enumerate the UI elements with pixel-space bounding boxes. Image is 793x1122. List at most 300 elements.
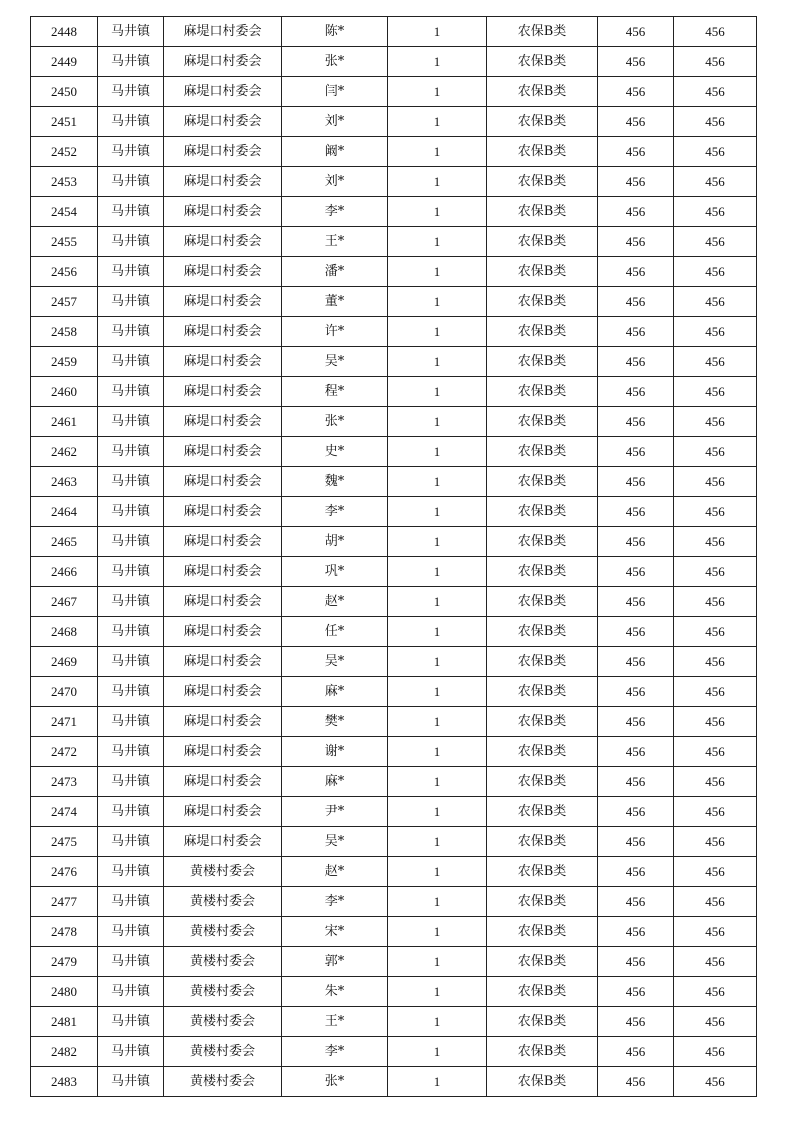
cell-amount-total: 456 <box>674 677 757 707</box>
cell-count: 1 <box>388 437 487 467</box>
cell-person-name: 李* <box>282 497 388 527</box>
cell-amount-total: 456 <box>674 557 757 587</box>
cell-count: 1 <box>388 47 487 77</box>
cell-village-committee: 麻堤口村委会 <box>164 107 282 137</box>
cell-count: 1 <box>388 677 487 707</box>
cell-count: 1 <box>388 287 487 317</box>
cell-count: 1 <box>388 137 487 167</box>
cell-count: 1 <box>388 857 487 887</box>
cell-category: 农保B类 <box>487 257 598 287</box>
cell-amount-total: 456 <box>674 1037 757 1067</box>
cell-count: 1 <box>388 917 487 947</box>
cell-serial-number: 2453 <box>31 167 98 197</box>
cell-town: 马井镇 <box>98 557 164 587</box>
cell-village-committee: 麻堤口村委会 <box>164 587 282 617</box>
cell-village-committee: 麻堤口村委会 <box>164 47 282 77</box>
cell-village-committee: 麻堤口村委会 <box>164 617 282 647</box>
cell-amount-total: 456 <box>674 227 757 257</box>
cell-count: 1 <box>388 767 487 797</box>
table-row <box>31 707 757 737</box>
cell-amount-total: 456 <box>674 1067 757 1097</box>
cell-serial-number: 2477 <box>31 887 98 917</box>
table-row <box>31 1067 757 1097</box>
cell-village-committee: 黄楼村委会 <box>164 857 282 887</box>
cell-category: 农保B类 <box>487 317 598 347</box>
table-row <box>31 137 757 167</box>
cell-amount: 456 <box>598 1067 674 1097</box>
cell-town: 马井镇 <box>98 257 164 287</box>
cell-amount-total: 456 <box>674 347 757 377</box>
cell-serial-number: 2475 <box>31 827 98 857</box>
table-row <box>31 827 757 857</box>
cell-count: 1 <box>388 647 487 677</box>
cell-town: 马井镇 <box>98 647 164 677</box>
cell-serial-number: 2482 <box>31 1037 98 1067</box>
cell-amount: 456 <box>598 557 674 587</box>
cell-count: 1 <box>388 257 487 287</box>
cell-category: 农保B类 <box>487 677 598 707</box>
cell-count: 1 <box>388 197 487 227</box>
cell-amount-total: 456 <box>674 797 757 827</box>
cell-person-name: 麻* <box>282 767 388 797</box>
cell-amount-total: 456 <box>674 167 757 197</box>
cell-village-committee: 黄楼村委会 <box>164 1067 282 1097</box>
cell-category: 农保B类 <box>487 767 598 797</box>
cell-person-name: 朱* <box>282 977 388 1007</box>
cell-count: 1 <box>388 77 487 107</box>
cell-amount: 456 <box>598 827 674 857</box>
cell-amount-total: 456 <box>674 47 757 77</box>
cell-amount: 456 <box>598 707 674 737</box>
cell-amount-total: 456 <box>674 377 757 407</box>
cell-town: 马井镇 <box>98 1007 164 1037</box>
cell-village-committee: 麻堤口村委会 <box>164 227 282 257</box>
cell-amount-total: 456 <box>674 977 757 1007</box>
cell-town: 马井镇 <box>98 167 164 197</box>
cell-person-name: 王* <box>282 1007 388 1037</box>
cell-serial-number: 2480 <box>31 977 98 1007</box>
cell-amount: 456 <box>598 947 674 977</box>
cell-town: 马井镇 <box>98 287 164 317</box>
cell-village-committee: 黄楼村委会 <box>164 917 282 947</box>
cell-amount: 456 <box>598 407 674 437</box>
cell-category: 农保B类 <box>487 17 598 47</box>
cell-amount: 456 <box>598 1037 674 1067</box>
cell-count: 1 <box>388 1067 487 1097</box>
cell-category: 农保B类 <box>487 797 598 827</box>
cell-category: 农保B类 <box>487 77 598 107</box>
cell-town: 马井镇 <box>98 437 164 467</box>
cell-person-name: 刘* <box>282 167 388 197</box>
cell-count: 1 <box>388 377 487 407</box>
cell-person-name: 郭* <box>282 947 388 977</box>
cell-amount-total: 456 <box>674 527 757 557</box>
cell-person-name: 吴* <box>282 347 388 377</box>
cell-serial-number: 2466 <box>31 557 98 587</box>
cell-amount: 456 <box>598 347 674 377</box>
cell-count: 1 <box>388 617 487 647</box>
cell-amount: 456 <box>598 77 674 107</box>
cell-count: 1 <box>388 557 487 587</box>
cell-serial-number: 2458 <box>31 317 98 347</box>
cell-village-committee: 麻堤口村委会 <box>164 677 282 707</box>
cell-category: 农保B类 <box>487 527 598 557</box>
cell-person-name: 谢* <box>282 737 388 767</box>
cell-category: 农保B类 <box>487 227 598 257</box>
cell-amount-total: 456 <box>674 1007 757 1037</box>
cell-person-name: 张* <box>282 407 388 437</box>
cell-amount-total: 456 <box>674 617 757 647</box>
cell-category: 农保B类 <box>487 737 598 767</box>
cell-village-committee: 麻堤口村委会 <box>164 77 282 107</box>
cell-count: 1 <box>388 167 487 197</box>
table-row <box>31 257 757 287</box>
cell-category: 农保B类 <box>487 557 598 587</box>
document-page <box>30 16 756 1097</box>
cell-village-committee: 黄楼村委会 <box>164 977 282 1007</box>
cell-serial-number: 2460 <box>31 377 98 407</box>
table-row <box>31 197 757 227</box>
cell-amount: 456 <box>598 587 674 617</box>
cell-town: 马井镇 <box>98 17 164 47</box>
cell-village-committee: 麻堤口村委会 <box>164 797 282 827</box>
cell-town: 马井镇 <box>98 587 164 617</box>
cell-category: 农保B类 <box>487 947 598 977</box>
cell-count: 1 <box>388 347 487 377</box>
cell-person-name: 魏* <box>282 467 388 497</box>
cell-count: 1 <box>388 407 487 437</box>
table-row <box>31 227 757 257</box>
table-row <box>31 797 757 827</box>
cell-category: 农保B类 <box>487 407 598 437</box>
cell-amount: 456 <box>598 767 674 797</box>
cell-amount-total: 456 <box>674 77 757 107</box>
cell-amount: 456 <box>598 497 674 527</box>
cell-serial-number: 2481 <box>31 1007 98 1037</box>
table-row <box>31 287 757 317</box>
cell-village-committee: 麻堤口村委会 <box>164 257 282 287</box>
cell-person-name: 胡* <box>282 527 388 557</box>
cell-category: 农保B类 <box>487 437 598 467</box>
cell-amount-total: 456 <box>674 737 757 767</box>
cell-village-committee: 麻堤口村委会 <box>164 347 282 377</box>
table-body <box>31 17 757 1097</box>
cell-serial-number: 2478 <box>31 917 98 947</box>
cell-category: 农保B类 <box>487 977 598 1007</box>
cell-serial-number: 2462 <box>31 437 98 467</box>
cell-town: 马井镇 <box>98 887 164 917</box>
table-row <box>31 377 757 407</box>
cell-serial-number: 2469 <box>31 647 98 677</box>
cell-count: 1 <box>388 977 487 1007</box>
table-row <box>31 167 757 197</box>
cell-village-committee: 黄楼村委会 <box>164 887 282 917</box>
cell-serial-number: 2463 <box>31 467 98 497</box>
cell-count: 1 <box>388 467 487 497</box>
cell-person-name: 史* <box>282 437 388 467</box>
cell-serial-number: 2451 <box>31 107 98 137</box>
cell-serial-number: 2455 <box>31 227 98 257</box>
cell-amount-total: 456 <box>674 587 757 617</box>
table-row <box>31 557 757 587</box>
cell-person-name: 许* <box>282 317 388 347</box>
cell-village-committee: 麻堤口村委会 <box>164 557 282 587</box>
cell-amount-total: 456 <box>674 137 757 167</box>
cell-village-committee: 麻堤口村委会 <box>164 377 282 407</box>
cell-serial-number: 2474 <box>31 797 98 827</box>
cell-count: 1 <box>388 737 487 767</box>
cell-category: 农保B类 <box>487 287 598 317</box>
cell-amount-total: 456 <box>674 437 757 467</box>
cell-count: 1 <box>388 497 487 527</box>
cell-town: 马井镇 <box>98 947 164 977</box>
cell-person-name: 阚* <box>282 137 388 167</box>
cell-category: 农保B类 <box>487 887 598 917</box>
table-row <box>31 617 757 647</box>
cell-amount-total: 456 <box>674 707 757 737</box>
cell-amount-total: 456 <box>674 467 757 497</box>
cell-amount-total: 456 <box>674 857 757 887</box>
cell-town: 马井镇 <box>98 227 164 257</box>
cell-person-name: 董* <box>282 287 388 317</box>
cell-serial-number: 2461 <box>31 407 98 437</box>
cell-amount: 456 <box>598 197 674 227</box>
cell-category: 农保B类 <box>487 377 598 407</box>
cell-category: 农保B类 <box>487 917 598 947</box>
cell-village-committee: 麻堤口村委会 <box>164 317 282 347</box>
cell-count: 1 <box>388 1007 487 1037</box>
cell-village-committee: 麻堤口村委会 <box>164 647 282 677</box>
cell-category: 农保B类 <box>487 1007 598 1037</box>
cell-village-committee: 麻堤口村委会 <box>164 737 282 767</box>
table-row <box>31 857 757 887</box>
cell-serial-number: 2456 <box>31 257 98 287</box>
cell-serial-number: 2449 <box>31 47 98 77</box>
cell-town: 马井镇 <box>98 137 164 167</box>
cell-amount-total: 456 <box>674 107 757 137</box>
cell-person-name: 李* <box>282 197 388 227</box>
cell-amount-total: 456 <box>674 767 757 797</box>
cell-person-name: 任* <box>282 617 388 647</box>
cell-count: 1 <box>388 227 487 257</box>
cell-count: 1 <box>388 707 487 737</box>
cell-category: 农保B类 <box>487 647 598 677</box>
table-row <box>31 77 757 107</box>
cell-town: 马井镇 <box>98 857 164 887</box>
cell-person-name: 刘* <box>282 107 388 137</box>
cell-village-committee: 麻堤口村委会 <box>164 137 282 167</box>
cell-amount: 456 <box>598 797 674 827</box>
cell-amount-total: 456 <box>674 287 757 317</box>
cell-serial-number: 2457 <box>31 287 98 317</box>
cell-category: 农保B类 <box>487 1067 598 1097</box>
cell-amount: 456 <box>598 227 674 257</box>
table-row <box>31 467 757 497</box>
beneficiary-table <box>30 16 757 1097</box>
cell-serial-number: 2483 <box>31 1067 98 1097</box>
cell-category: 农保B类 <box>487 107 598 137</box>
cell-category: 农保B类 <box>487 167 598 197</box>
cell-village-committee: 黄楼村委会 <box>164 1007 282 1037</box>
table-row <box>31 767 757 797</box>
cell-village-committee: 麻堤口村委会 <box>164 407 282 437</box>
cell-serial-number: 2470 <box>31 677 98 707</box>
cell-category: 农保B类 <box>487 347 598 377</box>
cell-count: 1 <box>388 947 487 977</box>
cell-amount: 456 <box>598 257 674 287</box>
table-row <box>31 587 757 617</box>
cell-amount: 456 <box>598 47 674 77</box>
cell-person-name: 张* <box>282 1067 388 1097</box>
cell-amount: 456 <box>598 107 674 137</box>
cell-town: 马井镇 <box>98 107 164 137</box>
cell-town: 马井镇 <box>98 197 164 227</box>
cell-count: 1 <box>388 587 487 617</box>
cell-village-committee: 麻堤口村委会 <box>164 767 282 797</box>
cell-town: 马井镇 <box>98 77 164 107</box>
cell-town: 马井镇 <box>98 527 164 557</box>
cell-person-name: 宋* <box>282 917 388 947</box>
cell-person-name: 张* <box>282 47 388 77</box>
table-row <box>31 347 757 377</box>
cell-serial-number: 2476 <box>31 857 98 887</box>
cell-town: 马井镇 <box>98 317 164 347</box>
cell-person-name: 尹* <box>282 797 388 827</box>
cell-category: 农保B类 <box>487 617 598 647</box>
cell-village-committee: 麻堤口村委会 <box>164 197 282 227</box>
cell-village-committee: 麻堤口村委会 <box>164 497 282 527</box>
cell-amount: 456 <box>598 617 674 647</box>
cell-amount: 456 <box>598 137 674 167</box>
table-row <box>31 887 757 917</box>
cell-count: 1 <box>388 887 487 917</box>
cell-amount: 456 <box>598 977 674 1007</box>
cell-town: 马井镇 <box>98 797 164 827</box>
cell-amount-total: 456 <box>674 407 757 437</box>
cell-count: 1 <box>388 827 487 857</box>
cell-count: 1 <box>388 107 487 137</box>
cell-amount: 456 <box>598 377 674 407</box>
cell-person-name: 潘* <box>282 257 388 287</box>
cell-town: 马井镇 <box>98 917 164 947</box>
cell-count: 1 <box>388 797 487 827</box>
cell-amount: 456 <box>598 737 674 767</box>
table-row <box>31 977 757 1007</box>
table-row <box>31 407 757 437</box>
cell-amount-total: 456 <box>674 827 757 857</box>
cell-town: 马井镇 <box>98 467 164 497</box>
cell-amount: 456 <box>598 17 674 47</box>
table-row <box>31 17 757 47</box>
cell-serial-number: 2452 <box>31 137 98 167</box>
cell-category: 农保B类 <box>487 137 598 167</box>
cell-amount-total: 456 <box>674 497 757 527</box>
cell-village-committee: 麻堤口村委会 <box>164 17 282 47</box>
cell-amount: 456 <box>598 287 674 317</box>
cell-village-committee: 麻堤口村委会 <box>164 287 282 317</box>
cell-serial-number: 2468 <box>31 617 98 647</box>
table-row <box>31 917 757 947</box>
cell-amount: 456 <box>598 677 674 707</box>
table-row <box>31 317 757 347</box>
table-row <box>31 107 757 137</box>
cell-amount-total: 456 <box>674 947 757 977</box>
cell-village-committee: 麻堤口村委会 <box>164 827 282 857</box>
cell-amount-total: 456 <box>674 17 757 47</box>
cell-town: 马井镇 <box>98 407 164 437</box>
cell-town: 马井镇 <box>98 377 164 407</box>
cell-category: 农保B类 <box>487 467 598 497</box>
cell-category: 农保B类 <box>487 1037 598 1067</box>
cell-person-name: 赵* <box>282 857 388 887</box>
cell-village-committee: 麻堤口村委会 <box>164 707 282 737</box>
cell-serial-number: 2450 <box>31 77 98 107</box>
cell-town: 马井镇 <box>98 767 164 797</box>
cell-serial-number: 2471 <box>31 707 98 737</box>
cell-category: 农保B类 <box>487 197 598 227</box>
cell-person-name: 樊* <box>282 707 388 737</box>
cell-village-committee: 黄楼村委会 <box>164 947 282 977</box>
cell-person-name: 李* <box>282 1037 388 1067</box>
cell-person-name: 王* <box>282 227 388 257</box>
cell-amount-total: 456 <box>674 257 757 287</box>
cell-village-committee: 麻堤口村委会 <box>164 437 282 467</box>
cell-person-name: 赵* <box>282 587 388 617</box>
cell-amount: 456 <box>598 437 674 467</box>
cell-amount: 456 <box>598 317 674 347</box>
cell-category: 农保B类 <box>487 857 598 887</box>
cell-village-committee: 麻堤口村委会 <box>164 467 282 497</box>
cell-amount: 456 <box>598 647 674 677</box>
cell-person-name: 李* <box>282 887 388 917</box>
cell-amount-total: 456 <box>674 887 757 917</box>
cell-amount: 456 <box>598 527 674 557</box>
cell-person-name: 巩* <box>282 557 388 587</box>
cell-count: 1 <box>388 527 487 557</box>
table-row <box>31 1037 757 1067</box>
cell-serial-number: 2472 <box>31 737 98 767</box>
cell-town: 马井镇 <box>98 497 164 527</box>
cell-amount: 456 <box>598 857 674 887</box>
cell-town: 马井镇 <box>98 1037 164 1067</box>
table-row <box>31 737 757 767</box>
cell-town: 马井镇 <box>98 677 164 707</box>
cell-serial-number: 2454 <box>31 197 98 227</box>
cell-serial-number: 2465 <box>31 527 98 557</box>
table-row <box>31 1007 757 1037</box>
cell-serial-number: 2459 <box>31 347 98 377</box>
cell-count: 1 <box>388 317 487 347</box>
table-row <box>31 527 757 557</box>
cell-amount-total: 456 <box>674 917 757 947</box>
cell-person-name: 闫* <box>282 77 388 107</box>
cell-serial-number: 2464 <box>31 497 98 527</box>
cell-category: 农保B类 <box>487 497 598 527</box>
cell-serial-number: 2473 <box>31 767 98 797</box>
cell-person-name: 陈* <box>282 17 388 47</box>
cell-person-name: 吴* <box>282 827 388 857</box>
cell-count: 1 <box>388 1037 487 1067</box>
table-row <box>31 647 757 677</box>
table-row <box>31 437 757 467</box>
cell-amount: 456 <box>598 1007 674 1037</box>
cell-town: 马井镇 <box>98 617 164 647</box>
cell-village-committee: 麻堤口村委会 <box>164 167 282 197</box>
cell-category: 农保B类 <box>487 827 598 857</box>
table-row <box>31 677 757 707</box>
cell-amount: 456 <box>598 467 674 497</box>
cell-town: 马井镇 <box>98 827 164 857</box>
